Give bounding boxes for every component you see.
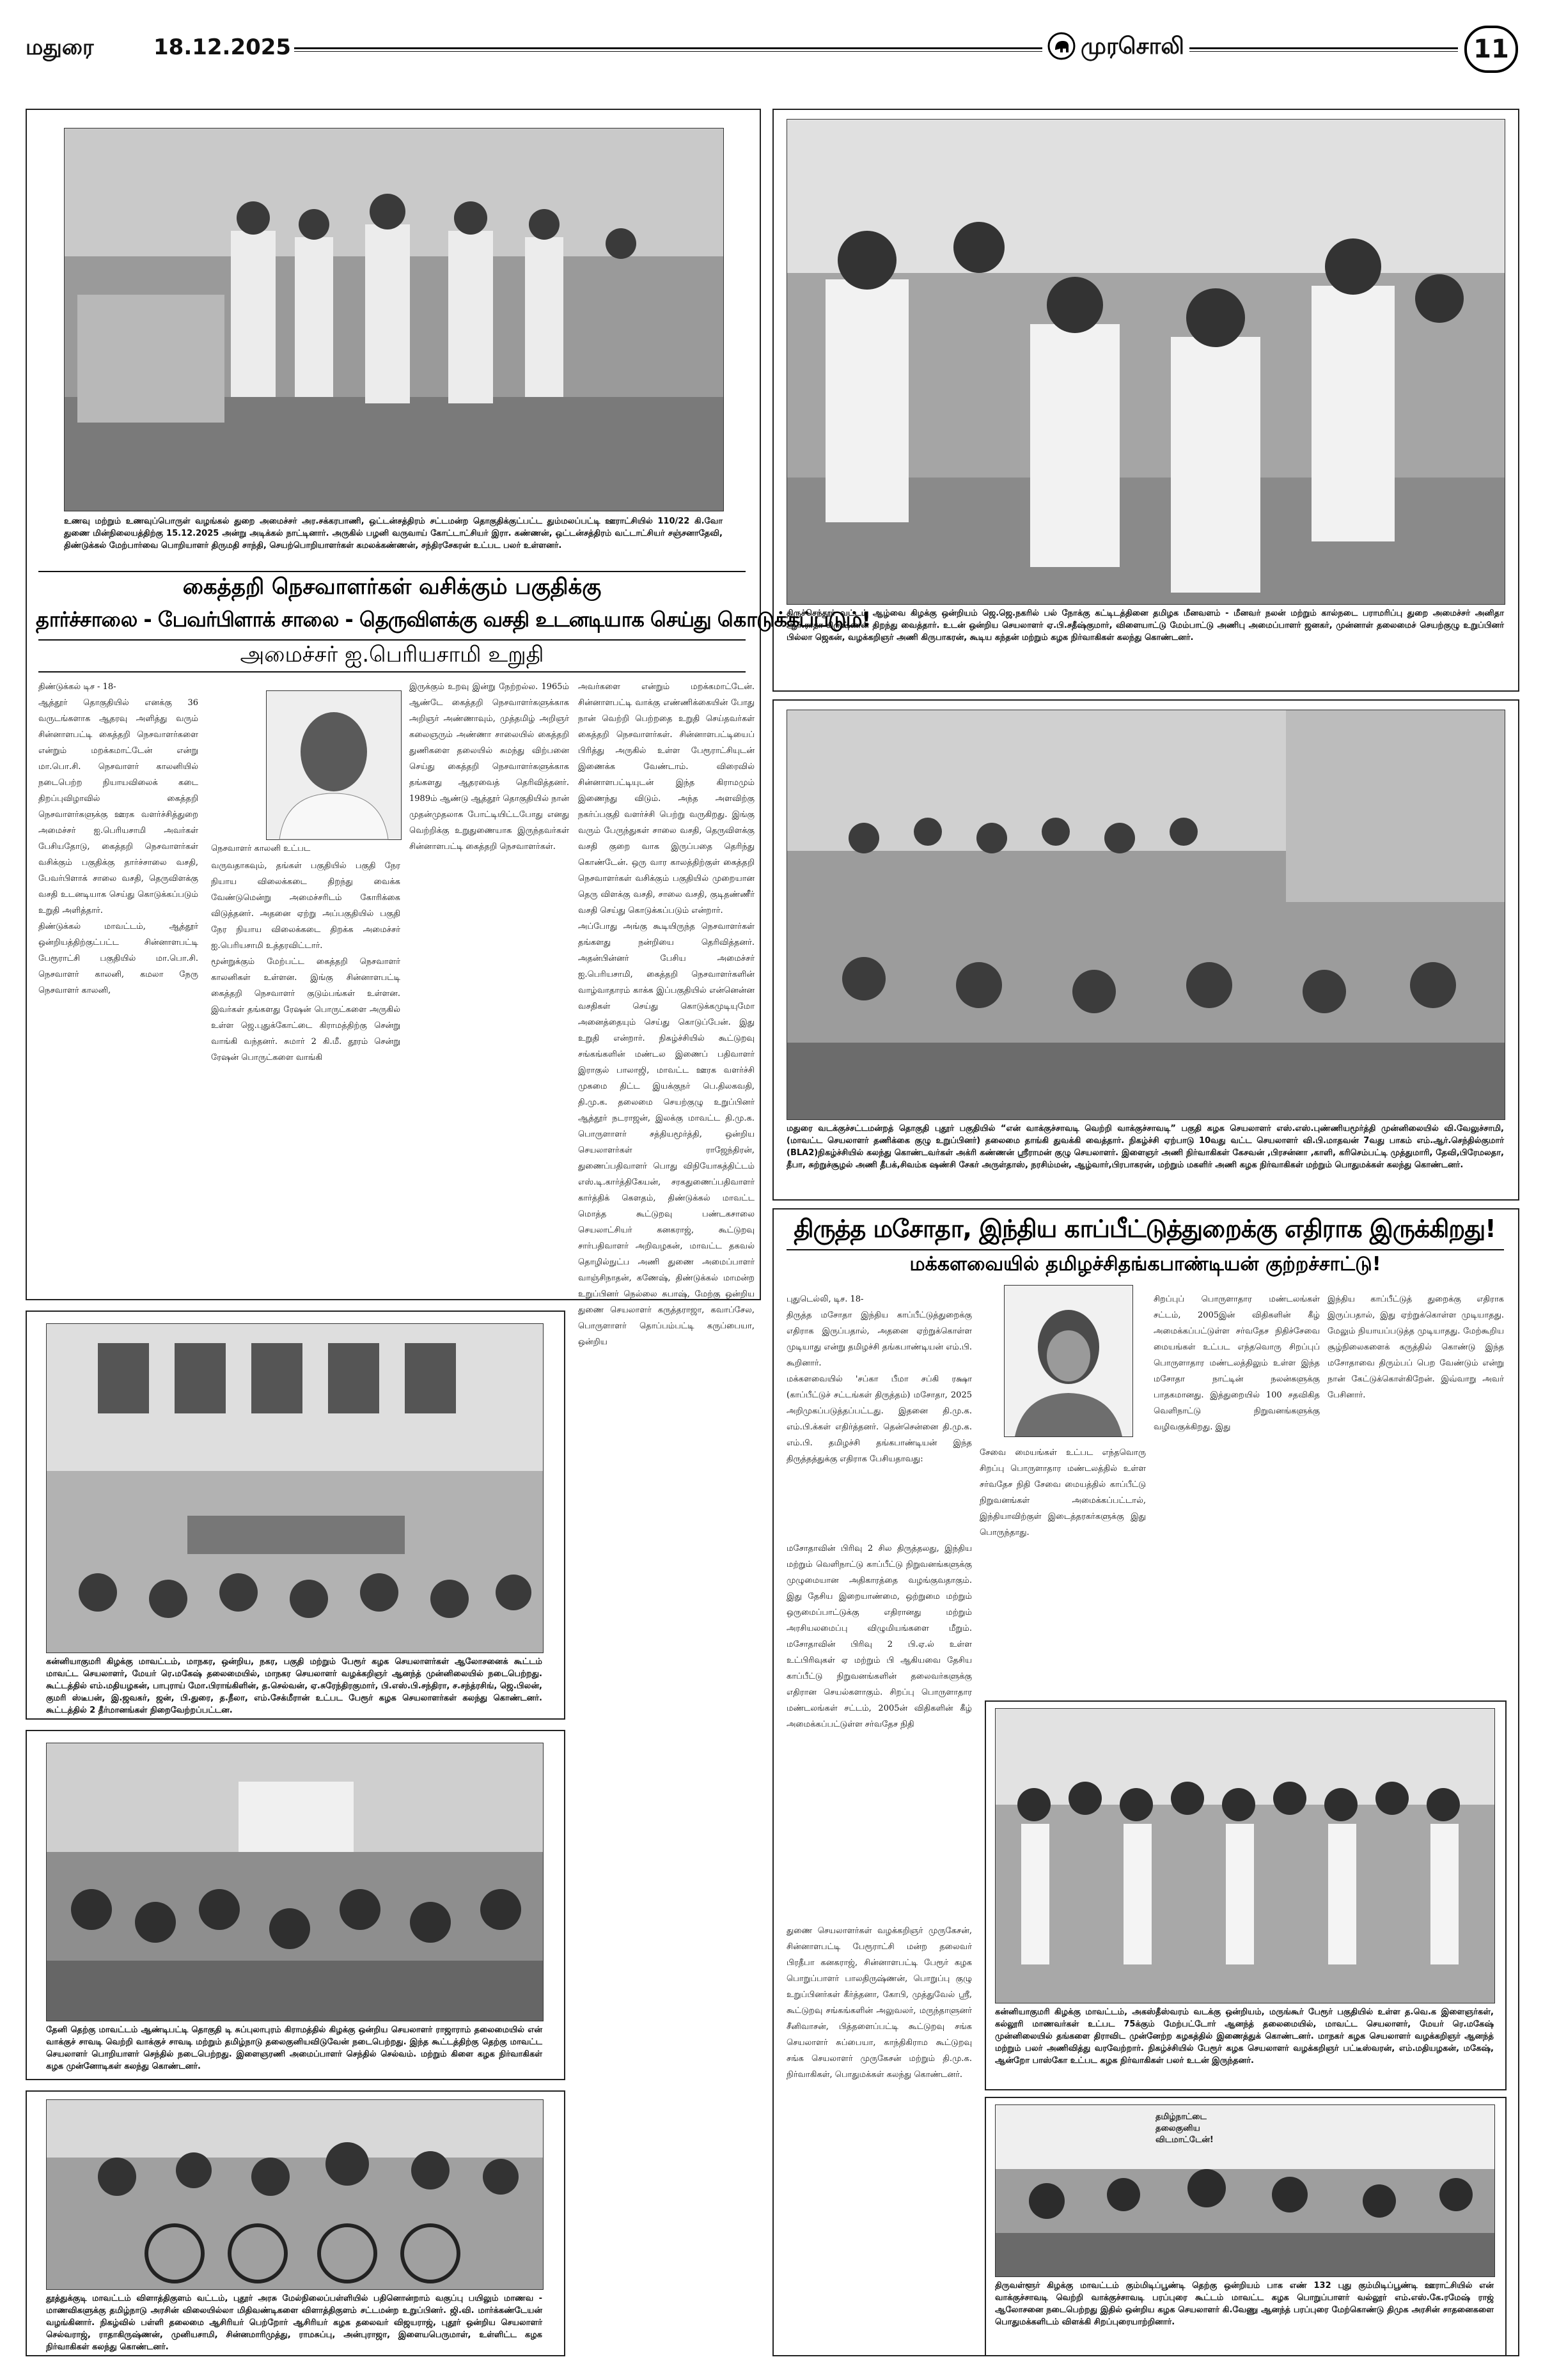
photo-campaign-meeting-caption: திருவள்ளூர் கிழக்கு மாவட்டம் கும்மிடிப்பூண்டி தெற்கு ஒன்றியம் பாக எண் 132 புது கும்மிடிப்பூண்டி ஊராட்சியில் என் வாக்குச்சாவடி வெற்றி வாக்குச்சாவடி பரப்புரை கூட்டம் மாவட்ட கழக பொறுப்பாளர் வல்லூர் எம்.எஸ்.கே.ரமேஷ் ராஜ் ஆலோசனை நடைபெற்றது இதில் ஒன்றிய கழக செயலாளர் கி.வேணு ஆனந்த் பரப்புரை மேற்கொண்டு திமுக அரசின் சாதனைகளை பொதுமக்களிடம் விளக்கி சிறப்புரையாற்றினார். [995, 2281, 1494, 2327]
story1-rule-b [38, 639, 746, 641]
portrait-caption: நெசவாளர் காலனி உட்பட [211, 844, 311, 853]
story2-rule-a [787, 1249, 1504, 1250]
photo-bicycle-distribution [46, 2099, 544, 2290]
masthead-rule-right-b [1189, 51, 1458, 52]
photo-kanyakumari-meeting [46, 1323, 544, 1653]
masthead-rule-left-b [294, 51, 1042, 52]
portrait-thamizhachi [1004, 1285, 1133, 1437]
elephant-logo-icon [1047, 32, 1076, 60]
photo-booth-meeting-caption: மதுரை வடக்குச்சட்டமன்றத் தொகுதி புதூர் பகுதியில் “என் வாக்குச்சாவடி வெற்றி வாக்குச்சாவடி” பகுதி கழக செயலாளர் எஸ்.எஸ்.புண்ணியமூர்த்தி முன்னிலையில் வி.வேலுச்சாமி, (மாவட்ட செயலாளர் தணிக்கை குழு உறுப்பினர்) தலைமை தாங்கி துவக்கி வைத்தார். நிகழ்ச்சி ஏற்பாடு 10வது வட்ட செயலாளர் வி.பி.மாதவன் 7வது பாகம் எம்.ஆர்.செந்தில்குமார் (BLA2)நிகழ்ச்சியில் கலந்து கொண்டவர்கள் அக்ரி கண்ணன் ஸ்ரீராமன் குழு செயலாளர். இளைஞர் அணி நிர்வாகிகள் கேசவன் ,பிரசன்னா ,காளி, கரிசெம்பட்டி முத்துமாரி, தேவி,பிரேமலதா, தீபா, சுற்றுச்சூழல் அணி தீபக்,சிவம்க ஷண்சி சேகர் அருள்தாஸ், நரசிம்மன், ஆழ்வார்,பிரபாகரன், மற்றும் மகளிர் அணி கழக நிர்வாகிகள் மற்றும் பொதுமக்கள் கலந்து கொண்டனர். [787, 1124, 1504, 1170]
masthead-paper-name: முரசொலி [1081, 33, 1184, 59]
story2-column-2: சேவை மையங்கள் உட்பட எந்தவொரு சிறப்பு பொருளாதார மண்டலத்தில் உள்ள சர்வதேச நிதி சேவை மையத்தில் காப்பீட்டு நிறுவனங்கள் அமைக்கப்பட்டால், இந்தியாவிற்குள் இடைத்தரகர்களுக்கு இது பொருந்தாது. [980, 1448, 1146, 1537]
photo-kanyakumari-meeting-caption: கன்னியாகுமரி கிழக்கு மாவட்டம், மாநகர, ஒன்றிய, நகர, பகுதி மற்றும் பேரூர் கழக செயலாளர்கள் ஆலோசனைக் கூட்டம் மாவட்ட செயலாளர், மேயர் ரெ.மகேஷ் தலைமையில், மாநகர செயலாளர் வழக்கறிஞர் ஆனந்த் முன்னிலையில் நடைபெற்றது. கூட்டத்தில் எம்.மதியழகன், பாபுராய் மோ.பிராங்கிளின், த.செல்வன், ஏ.சுரேந்திரகுமார், பி.எஸ்.பி.சந்திரா, ச.சந்த்ரசிங், ஜெ.பிலன், குமரி ஸ்டீபன், இ.ஜவகர், ஜன், பி.துரை, த.நீலா, எம்.சேக்மீரான் உட்பட பேரூர் கழக செயலாளர்கள் கலந்து கொண்டனர். கூட்டத்தில் 2 தீர்மானங்கள் நிறைவேற்றப்பட்டன. [46, 1657, 542, 1715]
masthead-date: 18.12.2025 [153, 35, 292, 60]
story1-column-1: திண்டுக்கல் டிச - 18- ஆத்தூர் தொகுதியில் எனக்கு 36 வருடங்களாக ஆதரவு அளித்து வரும் சின்னாளபட்டி கைத்தறி நெசவாளர்களை என்றும் மறக்கமாட்டேன் என்று மா.பொ.சி. நெசவாளர் காலனியில் நடைபெற்ற நியாயவிலைக் கடை திறப்புவிழாவில் கைத்தறி நெசவாளர்களுக்கு ஊரக வளர்ச்சித்துறை அமைச்சர் ஐ.பெரியசாமி அவர்கள் பேசியதோடு, கைத்தறி நெசவாளர்கள் வசிக்கும் பகுதிக்கு தார்ச்சாலை வசதி, பேவர்பிளாக் சாலை வசதி, தெருவிளக்கு வசதி உடனடியாக செய்து கொடுக்கப்படும் உறுதி அளித்தார். திண்டுக்கல் மாவட்டம், ஆத்தூர் ஒன்றியத்திற்குட்பட்ட சின்னாளபட்டி பேரூராட்சி பகுதியில் மா.பொ.சி. நெசவாளர் காலனி, கமலா நேரு நெசவாளர் காலனி, [38, 682, 198, 995]
photo-bicycle-distribution-caption: தூத்துக்குடி மாவட்டம் விளாத்திகுளம் வட்டம், புதூர் அரசு மேல்நிலைப்பள்ளியில் பதினொன்றாம் வகுப்பு பயிலும் மாணவ - மாணவிகளுக்கு தமிழ்நாடு அரசின் விலையில்லா மிதிவண்டிகளை விளாத்திகுளம் சட்டமன்ற உறுப்பினர். ஜி.வி. மார்க்கண்டேயன் வழங்கினார். நிகழ்வில் பள்ளி தலைமை ஆசிரியர் பெற்றோர் ஆசிரியர் கழக தலைவர் விஜயராஜ், புதூர் ஒன்றிய செயலாளர் செல்வராஜ், ராதாகிருஷ்ணன், முனியசாமி, சின்னமாரிமுத்து, ராமசுப்பு, அன்புராஜா, இளையபெருமாள், உள்ளிட்ட கழக நிர்வாகிகள் கலந்து கொண்டனர். [46, 2294, 542, 2352]
photo-booth-meeting [787, 710, 1505, 1120]
masthead-city: மதுரை [26, 35, 94, 60]
story2-column-1: புதுடெல்லி, டிச. 18- திருத்த மசோதா இந்திய காப்பீட்டுத்துறைக்கு எதிராக இருப்பதால், அதனை ஏற்றுக்கொள்ள முடியாது என்று தமிழச்சி தங்கபாண்டியன் எம்.பி. கூறினார். மக்களவையில் 'சப்கா பீமா சப்கி ரக்ஷா (காப்பீட்டுச் சட்டங்கள் திருத்தம்) மசோதா, 2025 அறிமுகப்படுத்தப்பட்டது. இதனை தி.மு.க. எம்.பி.க்கள் எதிர்த்தனர். தென்சென்னை தி.மு.க. எம்.பி. தமிழச்சி தங்கபாண்டியன் இந்த திருத்தத்துக்கு எதிராக பேசியதாவது: [787, 1295, 972, 1464]
story1-column-4: அவர்களை என்றும் மறக்கமாட்டேன். சின்னாளபட்டி வாக்கு எண்ணிக்கையின் போது நான் வெற்றி பெற்றதை உறுதி செய்தவர்கள் கைத்தறி நெசவாளர்கள். சின்னாளபட்டியைப் பிரித்து அருகில் உள்ள பேரூராட்சியுடன் இணைக்க வேண்டாம். விரைவில் சின்னாளபட்டியுடன் இந்த கிராமமும் இணைந்து விடும். அந்த அளவிற்கு நகர்ப்பகுதி வளர்ச்சி பெற்று வருகிறது. இங்கு வரும் பேருந்துகள் சாலை வசதி, தெருவிளக்கு வசதி குறை வாக இருப்பதை தெரிந்து கொண்டேன். ஒரு வார காலத்திற்குள் கைத்தறி நெசவாளர்கள் வசிக்கும் பகுதியில் முறையான தெரு விளக்கு வசதி, சாலை வசதி, குடிதண்ணீர் வசதி செய்து கொடுக்கப்படும் என்றார். அப்போது அங்கு கூடியிருந்த நெசவாளர்கள் தங்களது நன்றியை தெரிவித்தனர். அதன்பின்னர் பேசிய அமைச்சர் ஐ.பெரியசாமி, கைத்தறி நெசவாளர்களின் வாழ்வாதாரம் காக்க இப்பகுதியில் என்னென்ன வசதிகள் செய்து கொடுக்கமுடியுமோ அனைத்தையும் செய்து கொடுப்பேன். இது உறுதி என்றார். நிகழ்ச்சியில் கூட்டுறவு சங்கங்களின் மண்டல இணைப் பதிவாளர் இராகுல் பாலாஜி, மாவட்ட ஊரக வளர்ச்சி முகமை திட்ட இயக்குநர் பெ.திலகவதி, தி.மு.க. தலைமை செயற்குழு உறுப்பினர் ஆத்தூர் நடராஜன், இலக்கு மாவட்ட தி.மு.க. பொருளாளர் சத்தியமூர்த்தி, ஒன்றிய செயலாளர்கள் ராஜேந்திரன், துணைப்பதிவாளர் பொது விநியோகத்திட்டம் எஸ்.டி.கார்த்திகேயன், சரகதுணைப்பதிவாளர் கார்த்திக் கௌதம், திண்டுக்கல் மாவட்ட மொத்த கூட்டுறவு பண்டகசாலை செயலாட்சியர் கனகராஜ், கூட்டுறவு சார்பதிவாளர் அறிவழகன், மாவட்ட தகவல் தொழில்நுட்ப அணி துணை அமைப்பாளர் வாஞ்சிநாதன், கணேஷ், திண்டுக்கல் மாமன்ற உறுப்பினர் நெல்லை சுபாஷ், மேற்கு ஒன்றிய துணை செயலாளர் கருத்தராஜா, கவாப்சேல, பொருளாளர் தொப்பம்பட்டி கருப்பையா, ஒன்றிய [578, 682, 755, 1347]
page-number: 11 [1473, 35, 1509, 64]
story2-column-3: சிறப்புப் பொருளாதார மண்டலங்கள் சட்டம், 2005இன் விதிகளின் கீழ் அமைக்கப்பட்டுள்ள சர்வதேச நிதிச்சேவை மையங்கள் உட்பட எந்தவொரு சிறப்புப் பொருளாதார மண்டலத்திலும் உள்ள இந்த மசோதா நாட்டின் நலன்களுக்கு பாதகமானது. இத்துறையில் 100 சதவிகித வெளிநாட்டு நிறுவனங்களுக்கு வழிவகுக்கிறது. இது [1154, 1295, 1320, 1432]
story1-column-5: துணை செயலாளர்கள் வழக்கறிஞர் முருகேசன், சின்னாளபட்டி பேரூராட்சி மன்ற தலைவர் பிரதீபா கனகராஜ், சின்னாளபட்டி பேரூர் கழக பொறுப்பாளர் பாலதிருஷ்ணன், பொறுப்பு குழு உறுப்பினர்கள் கீர்த்தனா, கோபி, முத்துவேல் ஸ்ரீ, கூட்டுறவு சங்கங்களின் அலுவலர், மருந்தாளுனர் சீனிவாசன், பித்தளைப்பட்டி கூட்டுறவு சங்க செயலாளர் சுப்பையா, காந்திகிராம கூட்டுறவு சங்க செயலாளர் முருகேசன் மற்றும் தி.மு.க. நிர்வாகிகள், பொதுமக்கள் கலந்து கொண்டனர். [787, 1926, 972, 2080]
story1-column-3: இருக்கும் உறவு இன்று நேற்றல்ல. 1965ம் ஆண்டே கைத்தறி நெசவாளர்களுக்காக அறிஞர் அண்ணாவும், முத்தமிழ் அறிஞர் கலைஞரும் அண்ணா சாலையில் கைத்தறி துணிகளை தலையில் சுமந்து விற்பனை செய்து கைத்தறி நெசவாளர்களுக்காக தங்களது ஆதரவைத் தெரிவித்தனர். 1989ம் ஆண்டு ஆத்தூர் தொகுதியில் நான் முதன்முதலாக போட்டியிட்டபோது எனது வெற்றிக்கு உறுதுணையாக இருந்தவர்கள் சின்னாளபட்டி கைத்தறி நெசவாளர்கள். [409, 682, 569, 852]
photo-building-inauguration [787, 119, 1505, 605]
story1-kicker: கைத்தறி நெசவாளர்கள் வசிக்கும் பகுதிக்கு [182, 574, 602, 600]
story2-headline: திருத்த மசோதா, இந்திய காப்பீட்டுத்துறைக்கு எதிராக இருக்கிறது! [794, 1215, 1496, 1243]
masthead [26, 26, 1517, 77]
story1-rule-c [38, 671, 746, 673]
photo-party-joining-caption: கன்னியாகுமரி கிழக்கு மாவட்டம், அகஸ்தீஸ்வரம் வடக்கு ஒன்றியம், மருங்கூர் பேரூர் பகுதியில் உள்ள த.வெ.க இளைஞர்கள், கல்லூரி மாணவர்கள் உட்பட 75க்கும் மேற்பட்டோர் ஆனந்த் தலைமையில், மாவட்ட செயலாளர், மேயர் ரெ.மகேஷ் முன்னிலையில் தங்களை திராவிட முன்னேற்ற கழகத்தில் இணைத்துக் கொண்டனர். மாநகர் கழக செயலாளர் வழக்கறிஞர் ஆனந்த் மற்றும் பலர் அணிவித்து வரவேற்றார். நிகழ்ச்சியில் பேரூர் கழக செயலாளர் வழக்கறிஞர் பட்டீஸ்வரன், எம்.மதியழகன், மகேஷ், ஆன்றோ பாஸ்கோ உட்பட கழக நிர்வாகிகள் பலர் உடன் இருந்தனர். [995, 2007, 1494, 2065]
story2-column-1b: மசோதாவின் பிரிவு 2 சில திருத்தலது, இந்திய மற்றும் வெளிநாட்டு காப்பீட்டு நிறுவனங்களுக்கு முழுமையான அதிகாரத்தை வழங்குவதாகும். இது தேசிய இறையாண்மை, ஒற்றுமை மற்றும் ஒருமைப்பாட்டுக்கு எதிரானது மற்றும் அரசியலமைப்பு விழுமியங்களை மீறும். மசோதாவின் பிரிவு 2 பி.ஏ.ல் உள்ள உட்பிரிவுகள் ஏ மற்றும் பி ஆகியவை தேசிய காப்பீட்டு நிறுவனங்களின் தலைவர்களுக்கு எதிரான செயல்களாகும். சிறப்பு பொருளாதார மண்டலங்கள் சட்டம், 2005ன் விதிகளின் கீழ் அமைக்கப்பட்டுள்ள சர்வதேச நிதி [787, 1544, 972, 1729]
story1-headline: தார்ச்சாலை - பேவர்பிளாக் சாலை - தெருவிளக்கு வசதி உடனடியாக செய்து கொடுக்கப்படும்! [36, 607, 871, 632]
photo-foundation-stone [64, 128, 724, 511]
story1-subhead: அமைச்சர் ஐ.பெரியசாமி உறுதி [240, 642, 544, 667]
masthead-rule-left [294, 47, 1042, 49]
photo-theni-meeting [46, 1743, 544, 2021]
photo-foundation-stone-caption: உணவு மற்றும் உணவுப்பொருள் வழங்கல் துறை அமைச்சர் அர.சக்கரபாணி, ஒட்டன்சத்திரம் சட்டமன்ற தொகுதிக்குட்பட்ட தும்மலப்பட்டி ஊராட்சியில் 110/22 கி.வோ துணை மின்நிலையத்திற்கு 15.12.2025 அன்று அடிக்கல் நாட்டினார். அருகில் பழனி வருவாய் கோட்டாட்சியர் இரா. கண்ணன், ஒட்டன்சத்திரம் வட்டாட்சியர் சஞ்சனாதேவி, திண்டுக்கல் மேற்பார்வை பொறியாளர் திருமதி சாந்தி, செயற்பொறியாளர்கள் கமலக்கண்ணன், சந்திரசேகரன் உட்பட பலர் உள்ளனர். [64, 517, 723, 550]
photo-campaign-meeting [995, 2104, 1495, 2277]
portrait-minister-periyasamy [266, 690, 402, 840]
masthead-rule-right [1189, 47, 1458, 49]
story1-column-2: வருவதாகவும், தங்கள் பகுதியில் பகுதி நேர நியாய விலைக்கடை திறந்து வைக்க வேண்டுமென்று அமைச்சரிடம் கோரிக்கை விடுத்தனர். அதனை ஏற்று அப்பகுதியில் பகுதி நேர நியாய விலைக்கடை திறக்க அமைச்சர் ஐ.பெரியசாமி உத்தரவிட்டார். மூன்றுக்கும் மேற்பட்ட கைத்தறி நெசவாளர் காலனிகள் உள்ளன. இங்கு சின்னாளபட்டி கைத்தறி நெசவாளர் குடும்பங்கள் உள்ளன. இவர்கள் தங்களது ரேஷன் பொருட்களை அருகில் உள்ள ஜெ.புதுக்கோட்டை கிராமத்திற்கு சென்று வாங்கி வந்தனர். சுமார் 2 கி.மீ. தூரம் சென்று ரேஷன் பொருட்களை வாங்கி [211, 861, 400, 1062]
photo-building-inauguration-caption: திருச்செந்தூர் வட்டம் ஆழ்வை கிழக்கு ஒன்றியம் ஜெ.ஜெ.நகரில் பல் நோக்கு கட்டிடத்தினை தமிழக மீனவளம் - மீனவர் நலன் மற்றும் கால்நடை பராமரிப்பு துறை அமைச்சர் அனிதா ஆர்.ராதா கிருஷ்ணன் திறந்து வைத்தார். உடன் ஒன்றிய செயலாளர் ஏ.பி.சதீஷ்குமார், விளையாட்டு மேம்பாட்டு அணிபு அமைப்பாளர் ஜனகர், முன்னாள் தலைமைச் செயற்குழு உறுப்பினர் பில்லா ஜெகன், வழக்கறிஞர் அணி கிருபாகரன், கூடிய கந்தன் மற்றும் கழக நிர்வாகிகள் கலந்து கொண்டனர். [787, 609, 1504, 642]
story2-column-4: இந்திய காப்பீட்டுத் துறைக்கு எதிராக இருப்பதால், இது ஏற்றுக்கொள்ள முடியாதது. மேலும் நியாயப்படுத்த முடியாதது. மேற்கூறிய சூழ்நிலைகளைக் கருத்தில் கொண்டு இந்த மசோதாவை திரும்பப் பெற வேண்டும் என்று நான் கேட்டுக்கொள்கிறேன். இவ்வாறு அவர் பேசினார். [1328, 1295, 1504, 1400]
page-number-badge [1464, 26, 1518, 73]
photo-theni-meeting-caption: தேனி தெற்கு மாவட்டம் ஆண்டிபட்டி தொகுதி டி சுப்புலாபுரம் கிராமத்தில் கிழக்கு ஒன்றிய செயலாளர் ராஜாராம் தலைமையில் என் வாக்குச் சாவடி வெற்றி வாக்குச் சாவடி மற்றும் தமிழ்நாடு தலைகுனியவிடுவேன் நடைபெற்றது. இந்த கூட்டத்திற்கு தெற்கு மாவட்ட செயலாளர் பொறியாளர் செந்தில் நடைபெற்றது. இளைஞரணி அமைப்பாளர் செந்தில் செல்வம். மற்றும் கிளை கழக நிர்வாகிகள் கழக முன்னோடிகள் கலந்து கொண்டனர். [46, 2025, 542, 2071]
story1-rule-a [38, 571, 746, 572]
photo-party-joining [995, 1708, 1495, 2003]
story2-subhead: மக்களவையில் தமிழச்சிதங்கபாண்டியன் குற்றச்சாட்டு! [909, 1253, 1381, 1275]
campaign-banner-text: தமிழ்நாட்டை தலைகுனிய விடமாட்டேன்! [1155, 2112, 1214, 2145]
